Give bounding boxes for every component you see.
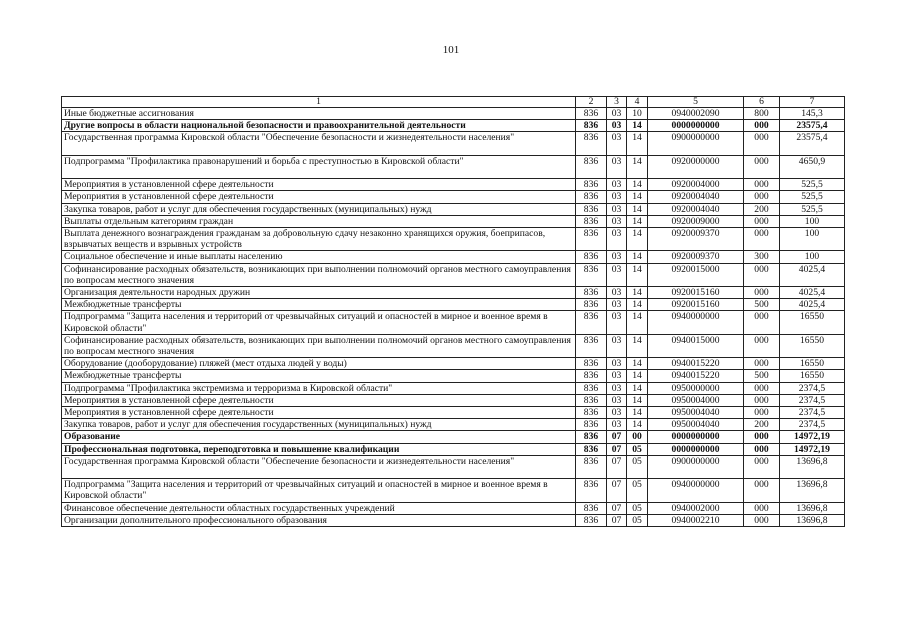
row-expense-type-cell: 000 (744, 455, 780, 478)
row-name-cell: Подпрограмма "Профилактика экстремизма и терроризма в Кировской области" (62, 382, 576, 394)
row-section-cell: 07 (607, 502, 627, 514)
table-row (62, 502, 845, 514)
row-amount-cell: 16550 (780, 370, 845, 382)
row-section-cell: 03 (607, 155, 627, 178)
row-target-article-cell: 0900000000 (648, 455, 744, 478)
row-name-cell: Государственная программа Кировской области "Обеспечение безопасности и жизнедеятельности населения" (62, 455, 576, 478)
row-ministry-code-cell: 836 (576, 334, 607, 357)
row-section-cell: 03 (607, 394, 627, 406)
row-amount-cell: 100 (780, 228, 845, 251)
row-amount-cell: 13696,8 (780, 455, 845, 478)
row-expense-type-cell: 000 (744, 443, 780, 455)
row-subsection-cell: 14 (627, 358, 648, 370)
row-ministry-code-cell: 836 (576, 120, 607, 132)
row-expense-type-cell: 000 (744, 334, 780, 357)
table-row (62, 203, 845, 215)
row-name-cell: Межбюджетные трансферты (62, 370, 576, 382)
row-subsection-cell: 14 (627, 155, 648, 178)
row-expense-type-cell: 000 (744, 394, 780, 406)
row-amount-cell: 23575,4 (780, 132, 845, 155)
row-amount-cell: 4025,4 (780, 263, 845, 286)
row-section-cell: 03 (607, 382, 627, 394)
row-amount-cell: 100 (780, 215, 845, 227)
row-expense-type-cell: 000 (744, 287, 780, 299)
row-ministry-code-cell: 836 (576, 311, 607, 334)
header-cell-6: 6 (744, 97, 780, 108)
row-ministry-code-cell: 836 (576, 108, 607, 120)
table-row (62, 287, 845, 299)
row-target-article-cell: 0950004040 (648, 407, 744, 419)
row-name-cell: Социальное обеспечение и иные выплаты населению (62, 251, 576, 263)
row-subsection-cell: 05 (627, 502, 648, 514)
row-ministry-code-cell: 836 (576, 132, 607, 155)
row-target-article-cell: 0940002090 (648, 108, 744, 120)
row-expense-type-cell: 000 (744, 228, 780, 251)
row-target-article-cell: 0940000000 (648, 311, 744, 334)
row-section-cell: 03 (607, 419, 627, 431)
row-target-article-cell: 0000000000 (648, 120, 744, 132)
row-subsection-cell: 14 (627, 382, 648, 394)
row-target-article-cell: 0940015000 (648, 334, 744, 357)
row-name-cell: Образование (62, 431, 576, 443)
table-row (62, 191, 845, 203)
row-subsection-cell: 14 (627, 299, 648, 311)
row-subsection-cell: 05 (627, 514, 648, 526)
row-subsection-cell: 14 (627, 179, 648, 191)
row-ministry-code-cell: 836 (576, 155, 607, 178)
row-ministry-code-cell: 836 (576, 287, 607, 299)
row-name-cell: Выплаты отдельным категориям граждан (62, 215, 576, 227)
row-target-article-cell: 0920009370 (648, 228, 744, 251)
row-target-article-cell: 0940015220 (648, 370, 744, 382)
row-name-cell: Мероприятия в установленной сфере деятельности (62, 407, 576, 419)
row-ministry-code-cell: 836 (576, 479, 607, 502)
budget-table (61, 96, 845, 527)
row-amount-cell: 525,5 (780, 203, 845, 215)
row-amount-cell: 4650,9 (780, 155, 845, 178)
row-subsection-cell: 14 (627, 251, 648, 263)
row-expense-type-cell: 300 (744, 251, 780, 263)
row-name-cell: Закупка товаров, работ и услуг для обеспечения государственных (муниципальных) нужд (62, 203, 576, 215)
row-expense-type-cell: 000 (744, 479, 780, 502)
table-row (62, 108, 845, 120)
row-target-article-cell: 0950000000 (648, 382, 744, 394)
row-target-article-cell: 0940015220 (648, 358, 744, 370)
row-section-cell: 03 (607, 179, 627, 191)
row-name-cell: Подпрограмма "Защита населения и территорий от чрезвычайных ситуаций и опасностей в мирное и военное время в Кировской области" (62, 479, 576, 502)
row-name-cell: Выплата денежного вознаграждения гражданам за добровольную сдачу незаконно хранящихся оружия, боеприпасов, взрывчатых веществ и взрывных устройств (62, 228, 576, 251)
header-cell-3: 3 (607, 97, 627, 108)
row-section-cell: 03 (607, 334, 627, 357)
table-row (62, 251, 845, 263)
row-ministry-code-cell: 836 (576, 394, 607, 406)
table-row (62, 514, 845, 526)
row-section-cell: 03 (607, 228, 627, 251)
table-row (62, 120, 845, 132)
row-amount-cell: 13696,8 (780, 502, 845, 514)
table-row (62, 179, 845, 191)
row-section-cell: 07 (607, 443, 627, 455)
row-name-cell: Организация деятельности народных дружин (62, 287, 576, 299)
row-name-cell: Мероприятия в установленной сфере деятельности (62, 191, 576, 203)
row-name-cell: Государственная программа Кировской области "Обеспечение безопасности и жизнедеятельности населения" (62, 132, 576, 155)
row-name-cell: Профессиональная подготовка, переподготовка и повышение квалификации (62, 443, 576, 455)
header-cell-4: 4 (627, 97, 648, 108)
row-target-article-cell: 0920015160 (648, 299, 744, 311)
row-subsection-cell: 14 (627, 407, 648, 419)
row-amount-cell: 14972,19 (780, 443, 845, 455)
row-ministry-code-cell: 836 (576, 179, 607, 191)
row-expense-type-cell: 000 (744, 407, 780, 419)
row-subsection-cell: 14 (627, 419, 648, 431)
row-subsection-cell: 05 (627, 443, 648, 455)
table-row (62, 334, 845, 357)
row-amount-cell: 145,3 (780, 108, 845, 120)
row-ministry-code-cell: 836 (576, 443, 607, 455)
table-row (62, 155, 845, 178)
row-subsection-cell: 14 (627, 228, 648, 251)
row-name-cell: Подпрограмма "Профилактика правонарушений и борьба с преступностью в Кировской области" (62, 155, 576, 178)
row-section-cell: 07 (607, 455, 627, 478)
row-target-article-cell: 0950004040 (648, 419, 744, 431)
row-amount-cell: 16550 (780, 358, 845, 370)
table-row (62, 263, 845, 286)
row-subsection-cell: 14 (627, 287, 648, 299)
row-target-article-cell: 0920015160 (648, 287, 744, 299)
page-number: 101 (442, 44, 460, 56)
row-amount-cell: 23575,4 (780, 120, 845, 132)
row-expense-type-cell: 000 (744, 155, 780, 178)
row-target-article-cell: 0920004040 (648, 203, 744, 215)
row-target-article-cell: 0920000000 (648, 155, 744, 178)
table-row (62, 358, 845, 370)
row-name-cell: Иные бюджетные ассигнования (62, 108, 576, 120)
row-target-article-cell: 0940002210 (648, 514, 744, 526)
row-section-cell: 03 (607, 120, 627, 132)
row-target-article-cell: 0920004000 (648, 179, 744, 191)
row-name-cell: Софинансирование расходных обязательств, возникающих при выполнении полномочий органов местного самоуправления по вопросам местного значения (62, 263, 576, 286)
row-section-cell: 07 (607, 479, 627, 502)
row-section-cell: 03 (607, 132, 627, 155)
table-row (62, 443, 845, 455)
row-section-cell: 03 (607, 203, 627, 215)
row-name-cell: Межбюджетные трансферты (62, 299, 576, 311)
row-target-article-cell: 0900000000 (648, 132, 744, 155)
row-amount-cell: 4025,4 (780, 287, 845, 299)
row-section-cell: 03 (607, 299, 627, 311)
row-name-cell: Софинансирование расходных обязательств, возникающих при выполнении полномочий органов местного самоуправления по вопросам местного значения (62, 334, 576, 357)
row-amount-cell: 2374,5 (780, 394, 845, 406)
row-target-article-cell: 0000000000 (648, 431, 744, 443)
row-expense-type-cell: 800 (744, 108, 780, 120)
row-name-cell: Закупка товаров, работ и услуг для обеспечения государственных (муниципальных) нужд (62, 419, 576, 431)
row-ministry-code-cell: 836 (576, 370, 607, 382)
row-name-cell: Оборудование (дооборудование) пляжей (мест отдыха людей у воды) (62, 358, 576, 370)
row-amount-cell: 16550 (780, 311, 845, 334)
row-target-article-cell: 0950004000 (648, 394, 744, 406)
row-expense-type-cell: 000 (744, 502, 780, 514)
table-row (62, 132, 845, 155)
row-ministry-code-cell: 836 (576, 228, 607, 251)
row-expense-type-cell: 000 (744, 263, 780, 286)
table-row (62, 215, 845, 227)
row-target-article-cell: 0000000000 (648, 443, 744, 455)
row-subsection-cell: 14 (627, 215, 648, 227)
row-subsection-cell: 14 (627, 311, 648, 334)
row-name-cell: Финансовое обеспечение деятельности областных государственных учреждений (62, 502, 576, 514)
row-ministry-code-cell: 836 (576, 455, 607, 478)
row-amount-cell: 13696,8 (780, 479, 845, 502)
row-subsection-cell: 14 (627, 370, 648, 382)
row-amount-cell: 525,5 (780, 191, 845, 203)
row-expense-type-cell: 500 (744, 370, 780, 382)
row-ministry-code-cell: 836 (576, 203, 607, 215)
header-cell-7: 7 (780, 97, 845, 108)
row-expense-type-cell: 000 (744, 132, 780, 155)
row-section-cell: 03 (607, 287, 627, 299)
row-ministry-code-cell: 836 (576, 299, 607, 311)
table-row (62, 299, 845, 311)
row-section-cell: 07 (607, 514, 627, 526)
row-target-article-cell: 0920015000 (648, 263, 744, 286)
row-target-article-cell: 0920009000 (648, 215, 744, 227)
header-cell-5: 5 (648, 97, 744, 108)
row-ministry-code-cell: 836 (576, 215, 607, 227)
row-target-article-cell: 0920009370 (648, 251, 744, 263)
table-row (62, 228, 845, 251)
table-row (62, 419, 845, 431)
table-row (62, 311, 845, 334)
row-expense-type-cell: 000 (744, 215, 780, 227)
row-ministry-code-cell: 836 (576, 382, 607, 394)
row-target-article-cell: 0940000000 (648, 479, 744, 502)
row-expense-type-cell: 000 (744, 514, 780, 526)
row-ministry-code-cell: 836 (576, 251, 607, 263)
row-subsection-cell: 14 (627, 203, 648, 215)
row-subsection-cell: 05 (627, 479, 648, 502)
row-section-cell: 03 (607, 407, 627, 419)
row-section-cell: 03 (607, 251, 627, 263)
row-subsection-cell: 14 (627, 334, 648, 357)
row-amount-cell: 4025,4 (780, 299, 845, 311)
table-header-row (62, 97, 845, 108)
row-target-article-cell: 0920004040 (648, 191, 744, 203)
row-ministry-code-cell: 836 (576, 358, 607, 370)
row-expense-type-cell: 500 (744, 299, 780, 311)
row-expense-type-cell: 000 (744, 431, 780, 443)
row-name-cell: Организации дополнительного профессионального образования (62, 514, 576, 526)
header-cell-2: 2 (576, 97, 607, 108)
table-row (62, 382, 845, 394)
row-section-cell: 03 (607, 191, 627, 203)
row-section-cell: 03 (607, 263, 627, 286)
row-expense-type-cell: 000 (744, 179, 780, 191)
row-ministry-code-cell: 836 (576, 502, 607, 514)
row-subsection-cell: 14 (627, 263, 648, 286)
row-ministry-code-cell: 836 (576, 514, 607, 526)
row-expense-type-cell: 000 (744, 358, 780, 370)
row-ministry-code-cell: 836 (576, 191, 607, 203)
row-subsection-cell: 14 (627, 120, 648, 132)
table-row (62, 370, 845, 382)
row-amount-cell: 2374,5 (780, 407, 845, 419)
row-ministry-code-cell: 836 (576, 419, 607, 431)
table-row (62, 431, 845, 443)
row-section-cell: 03 (607, 311, 627, 334)
row-amount-cell: 100 (780, 251, 845, 263)
header-cell-1: 1 (62, 97, 576, 108)
row-expense-type-cell: 000 (744, 120, 780, 132)
row-section-cell: 07 (607, 431, 627, 443)
table-row (62, 455, 845, 478)
row-ministry-code-cell: 836 (576, 431, 607, 443)
row-ministry-code-cell: 836 (576, 407, 607, 419)
table-row (62, 407, 845, 419)
row-expense-type-cell: 000 (744, 191, 780, 203)
row-section-cell: 03 (607, 370, 627, 382)
row-section-cell: 03 (607, 108, 627, 120)
row-subsection-cell: 14 (627, 132, 648, 155)
row-expense-type-cell: 200 (744, 419, 780, 431)
row-section-cell: 03 (607, 215, 627, 227)
row-subsection-cell: 14 (627, 191, 648, 203)
table-body (62, 108, 845, 527)
table-row (62, 394, 845, 406)
row-ministry-code-cell: 836 (576, 263, 607, 286)
row-amount-cell: 13696,8 (780, 514, 845, 526)
row-name-cell: Подпрограмма "Защита населения и территорий от чрезвычайных ситуаций и опасностей в мирное и военное время в Кировской области" (62, 311, 576, 334)
row-subsection-cell: 14 (627, 394, 648, 406)
row-target-article-cell: 0940002000 (648, 502, 744, 514)
row-expense-type-cell: 000 (744, 311, 780, 334)
row-subsection-cell: 05 (627, 455, 648, 478)
row-amount-cell: 525,5 (780, 179, 845, 191)
row-expense-type-cell: 000 (744, 382, 780, 394)
row-name-cell: Другие вопросы в области национальной безопасности и правоохранительной деятельности (62, 120, 576, 132)
row-amount-cell: 16550 (780, 334, 845, 357)
row-subsection-cell: 10 (627, 108, 648, 120)
row-section-cell: 03 (607, 358, 627, 370)
table-row (62, 479, 845, 502)
row-amount-cell: 2374,5 (780, 419, 845, 431)
row-amount-cell: 2374,5 (780, 382, 845, 394)
row-subsection-cell: 00 (627, 431, 648, 443)
row-amount-cell: 14972,19 (780, 431, 845, 443)
row-name-cell: Мероприятия в установленной сфере деятельности (62, 394, 576, 406)
row-expense-type-cell: 200 (744, 203, 780, 215)
row-name-cell: Мероприятия в установленной сфере деятельности (62, 179, 576, 191)
